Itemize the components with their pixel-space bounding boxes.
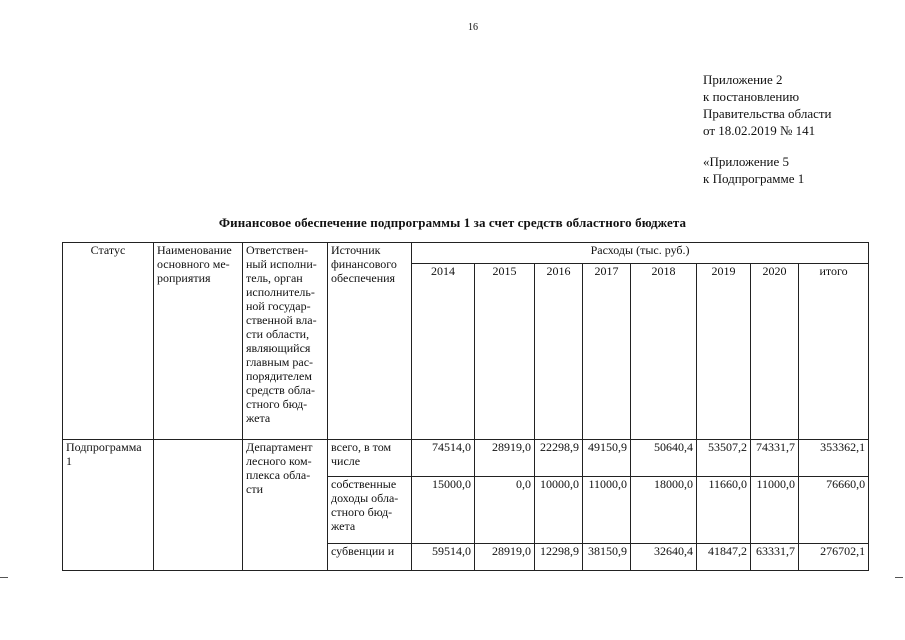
appendix-line: к постановлению — [703, 89, 800, 104]
value-cell: 53507,2 — [697, 440, 751, 477]
appendix-line: от 18.02.2019 № 141 — [703, 123, 816, 138]
value-cell: 11660,0 — [697, 477, 751, 544]
value-cell: 11000,0 — [583, 477, 631, 544]
value-cell: 74514,0 — [412, 440, 475, 477]
financing-table — [62, 242, 869, 571]
value-cell: 11000,0 — [751, 477, 799, 544]
value-cell: 276702,1 — [799, 544, 869, 571]
value-cell: 38150,9 — [583, 544, 631, 571]
appendix-line: Правительства области — [703, 106, 832, 121]
page-number: 16 — [468, 22, 478, 33]
value-cell: 12298,9 — [535, 544, 583, 571]
source-cell: собственные доходы обла-стного бюд-жета — [328, 477, 412, 544]
source-cell: субвенции и — [328, 544, 412, 571]
status-cell: Подпрограмма 1 — [63, 440, 154, 571]
margin-mark-left — [0, 577, 8, 578]
header-year: 2014 — [412, 264, 475, 440]
value-cell: 63331,7 — [751, 544, 799, 571]
header-year: 2020 — [751, 264, 799, 440]
value-cell: 10000,0 — [535, 477, 583, 544]
value-cell: 353362,1 — [799, 440, 869, 477]
value-cell: 28919,0 — [475, 544, 535, 571]
appendix-line: к Подпрограмме 1 — [703, 171, 805, 186]
activity-cell — [154, 440, 243, 571]
value-cell: 18000,0 — [631, 477, 697, 544]
value-cell: 59514,0 — [412, 544, 475, 571]
header-year: 2015 — [475, 264, 535, 440]
value-cell: 22298,9 — [535, 440, 583, 477]
appendix-spacer — [703, 139, 832, 153]
value-cell: 0,0 — [475, 477, 535, 544]
appendix-line: Приложение 2 — [703, 72, 783, 87]
header-activity: Наименование основного ме-роприятия — [154, 243, 243, 440]
header-year: 2016 — [535, 264, 583, 440]
header-status: Статус — [63, 243, 154, 440]
header-year: 2019 — [697, 264, 751, 440]
value-cell: 50640,4 — [631, 440, 697, 477]
value-cell: 49150,9 — [583, 440, 631, 477]
document-title: Финансовое обеспечение подпрограммы 1 за счет средств областного бюджета — [218, 215, 687, 230]
executor-cell: Департамент лесного ком-плекса обла-сти — [243, 440, 328, 571]
value-cell: 32640,4 — [631, 544, 697, 571]
value-cell: 74331,7 — [751, 440, 799, 477]
header-source: Источник финансового обеспечения — [328, 243, 412, 440]
header-expenses: Расходы (тыс. руб.) — [412, 243, 869, 264]
appendix-block — [703, 71, 832, 187]
margin-mark-right — [895, 577, 903, 578]
header-year: 2018 — [631, 264, 697, 440]
source-cell: всего, в том числе — [328, 440, 412, 477]
value-cell: 41847,2 — [697, 544, 751, 571]
appendix-line: «Приложение 5 — [703, 154, 790, 169]
value-cell: 15000,0 — [412, 477, 475, 544]
header-year: 2017 — [583, 264, 631, 440]
value-cell: 28919,0 — [475, 440, 535, 477]
header-total: итого — [799, 264, 869, 440]
table-row — [63, 440, 869, 477]
value-cell: 76660,0 — [799, 477, 869, 544]
header-executor: Ответствен-ный исполни-тель, орган исполнитель-ной государ-ственной вла-сти области, являющийся главным рас-порядителем средств обла-стного бюд-жета — [243, 243, 328, 440]
